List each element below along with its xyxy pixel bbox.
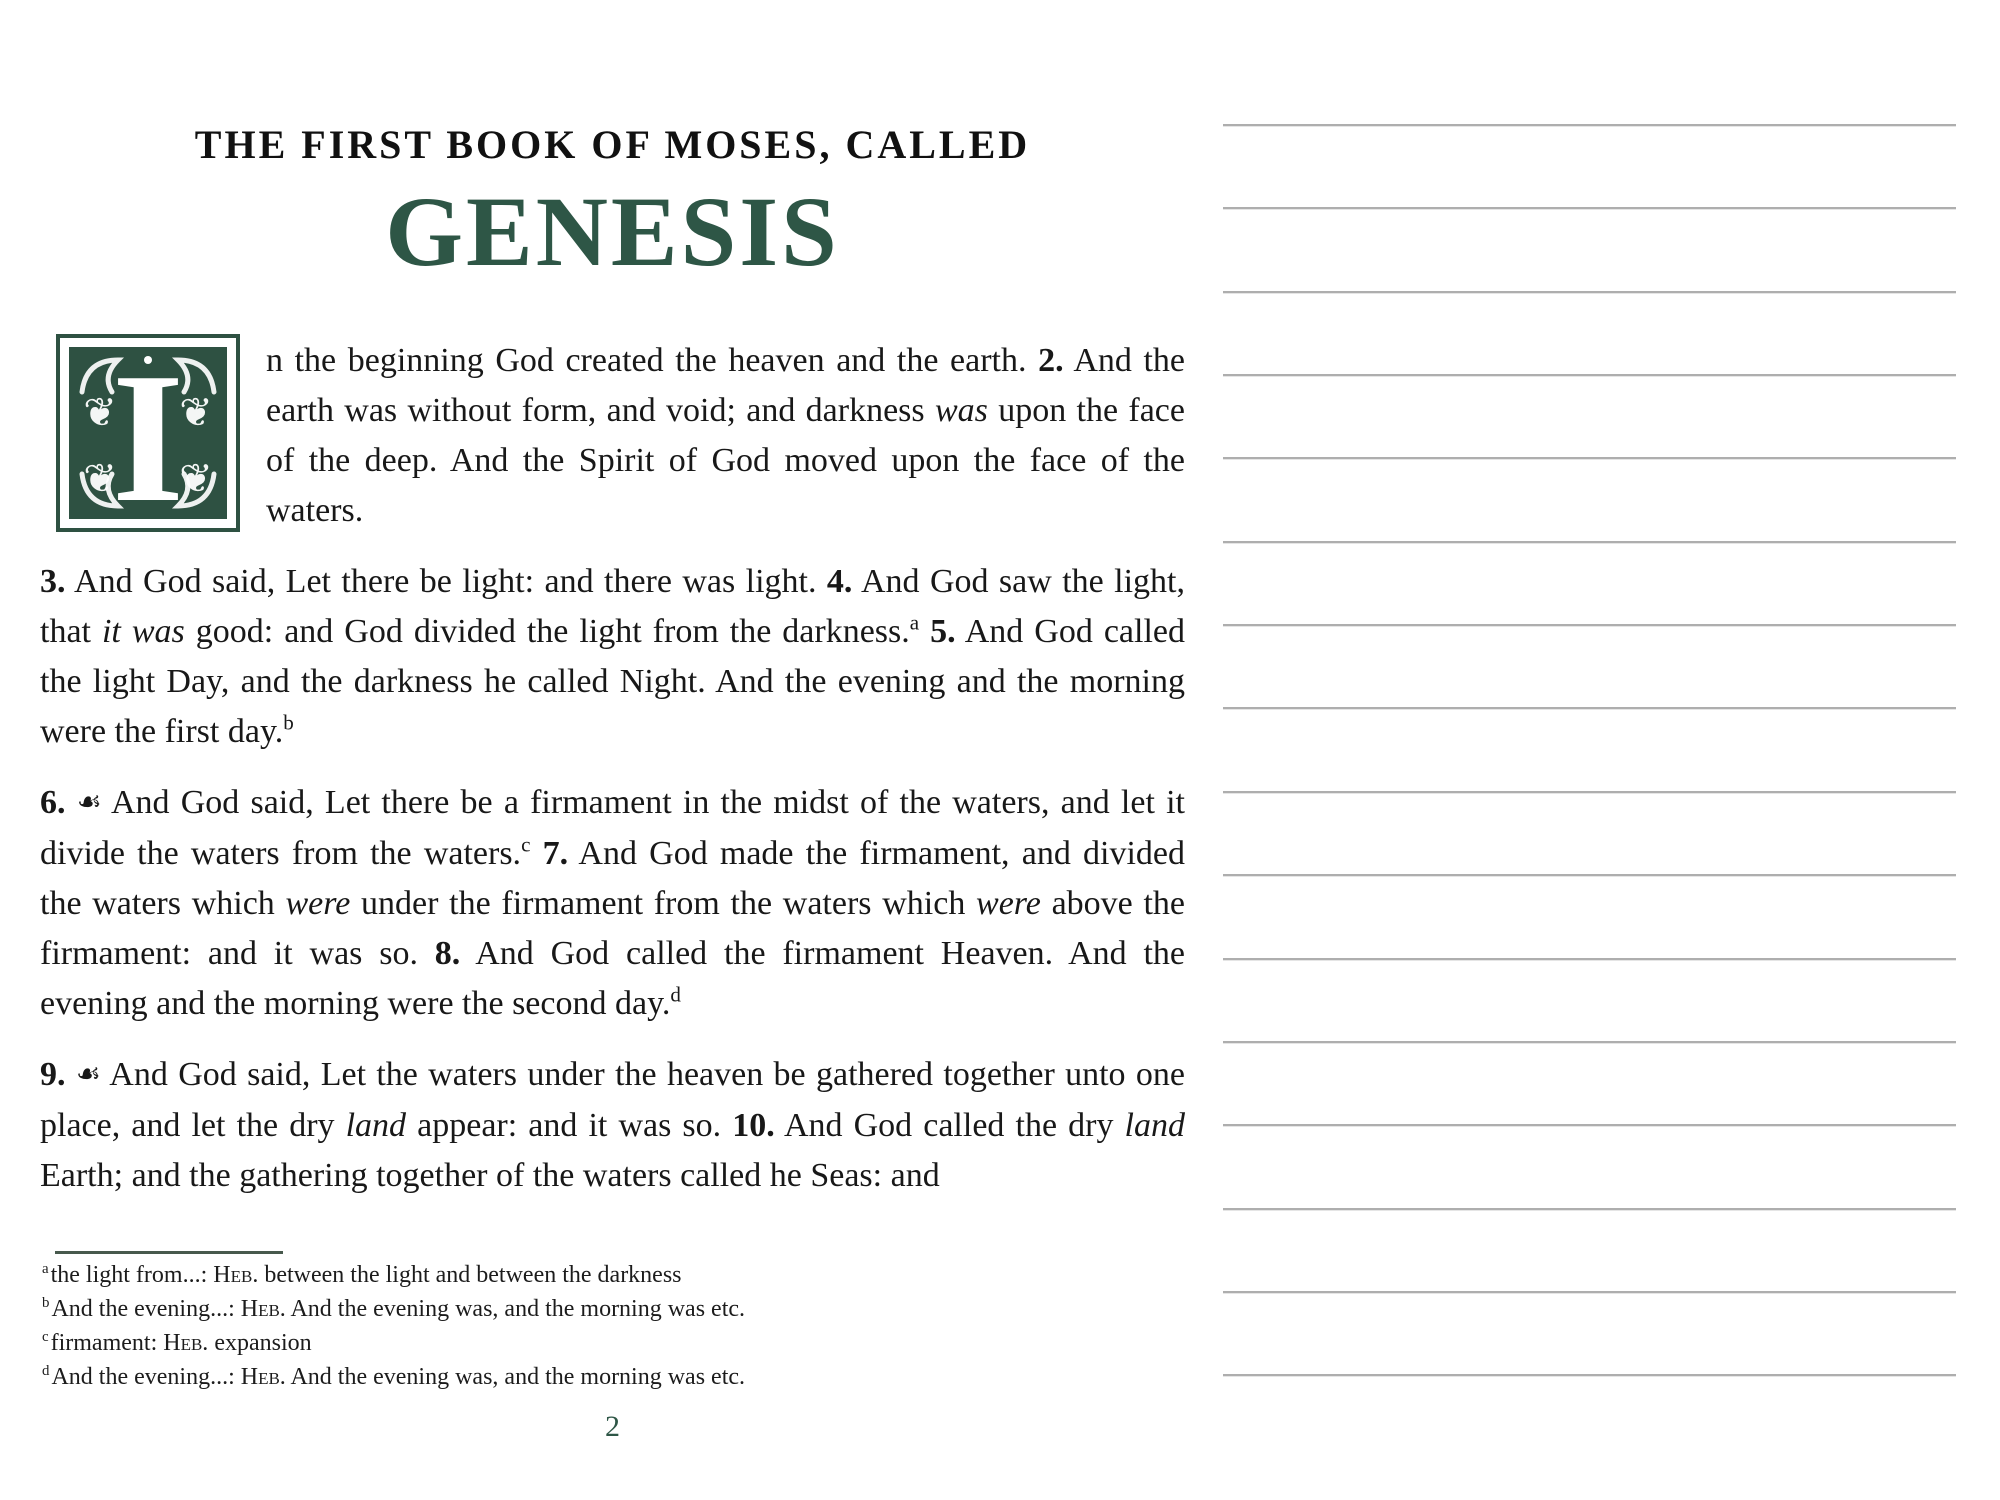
footnote-text: And the evening...: Heb. And the evening was, and the morning was etc. [51, 1296, 746, 1322]
footnote-marker: b [42, 1295, 50, 1311]
ruled-line [1223, 1291, 1956, 1293]
ruled-line [1223, 1041, 1956, 1043]
page-number: 2 [605, 1410, 620, 1443]
ruled-line [1223, 457, 1956, 459]
emphasis-text: were [285, 885, 351, 922]
ruled-line [1223, 1374, 1956, 1376]
book-kicker: THE FIRST BOOK OF MOSES, CALLED [194, 122, 1031, 167]
svg-text:❦: ❦ [179, 456, 213, 502]
footnote-reference: b [283, 710, 294, 735]
book-heading [40, 122, 1185, 287]
footnote-reference: d [670, 982, 681, 1007]
ruled-line [1223, 1208, 1956, 1210]
ruled-line [1223, 791, 1956, 793]
footnote-marker: a [42, 1261, 49, 1277]
svg-text:❦: ❦ [83, 456, 117, 502]
footnote-marker: c [42, 1329, 49, 1345]
verse-paragraph: 3. And God said, Let there be light: and there was light. 4. And God saw the light, that it was good: and God divided the light from the darkness.$^a$ 5. And God called the light Day, and the darkness he called Night. And the evening and the morning were the first day.$^b$ [40, 563, 1186, 750]
footnote-item [42, 1360, 1142, 1394]
verse-number: 4. [826, 563, 853, 600]
footnote-text: And the evening...: Heb. And the evening was, and the morning was etc. [51, 1364, 746, 1390]
drop-cap-ornament-icon [56, 334, 240, 532]
verse-number: 5. [930, 613, 956, 650]
hebrew-abbreviation: Heb. [163, 1330, 209, 1356]
footnote-text: the light from...: Heb. between the light and between the darkness [50, 1262, 682, 1288]
footnote-reference: c [521, 832, 531, 857]
hebrew-abbreviation: Heb. [240, 1296, 286, 1322]
verses-block [40, 336, 1185, 1222]
scripture-column [40, 0, 1185, 1500]
svg-text:I: I [111, 335, 185, 532]
fleuron-ornament-icon: ☙ [76, 785, 102, 818]
drop-cap [56, 334, 240, 532]
emphasis-text: land [345, 1107, 407, 1144]
footnote-marker: d [42, 1363, 50, 1379]
hebrew-abbreviation: Heb. [240, 1364, 286, 1390]
footnote-text: firmament: Heb. expansion [50, 1330, 312, 1356]
footnote-item [42, 1292, 1142, 1326]
footnote-item [42, 1258, 1142, 1292]
emphasis-text: were [976, 885, 1041, 922]
verse-number: 10. [732, 1107, 775, 1144]
hebrew-abbreviation: Heb. [213, 1262, 259, 1288]
emphasis-text: land [1124, 1107, 1185, 1144]
emphasis-text: it was [101, 613, 185, 650]
ruled-line [1223, 124, 1956, 126]
ruled-line [1223, 291, 1956, 293]
verse-paragraph: 6. ☙ And God said, Let there be a firmament in the midst of the waters, and let it divide the waters from the waters.$^c$ 7. And God made the firmament, and divided the waters which were under the firmament from the waters which were above the firmament: and it was so. 8. And God called the firmament Heaven. And the evening and the morning were the second day.$^d$ [40, 784, 1186, 1022]
verse-number: 3. [40, 563, 66, 600]
book-title: GENESIS [385, 176, 840, 287]
verse-paragraph [40, 336, 1185, 536]
svg-text:❦: ❦ [179, 390, 213, 436]
ruled-line [1223, 541, 1956, 543]
verse-paragraph: 9. ☙ And God said, Let the waters under the heaven be gathered together unto one place, and let the dry land appear: and it was so. 10. And God called the dry land Earth; and the gathering together of the waters called he Seas: and [40, 1056, 1185, 1194]
footnotes [42, 1258, 1142, 1394]
verse-number: 7. [542, 835, 569, 872]
verse-number: 8. [434, 935, 461, 972]
verse-number: 2. [1038, 342, 1064, 379]
verse-number: 9. [40, 1056, 66, 1093]
verse-text: n the beginning God created the heaven and the earth. 2. And the earth was without form, and void; and darkness was upon the face of the deep. And the Spirit of God moved upon the face of the waters. [266, 342, 1186, 529]
footnote-item [42, 1326, 1142, 1360]
footnote-rule [55, 1251, 283, 1254]
ruled-line [1223, 958, 1956, 960]
ruled-line [1223, 1124, 1956, 1126]
ruled-line [1223, 624, 1956, 626]
emphasis-text: was [934, 392, 988, 429]
ruled-line [1223, 374, 1956, 376]
ruled-line [1223, 207, 1956, 209]
fleuron-ornament-icon: ☙ [75, 1057, 101, 1090]
svg-text:❦: ❦ [83, 390, 117, 436]
footnote-reference: a [909, 610, 920, 635]
ruled-line [1223, 874, 1956, 876]
ruled-line [1223, 707, 1956, 709]
verse-number: 6. [40, 784, 66, 821]
